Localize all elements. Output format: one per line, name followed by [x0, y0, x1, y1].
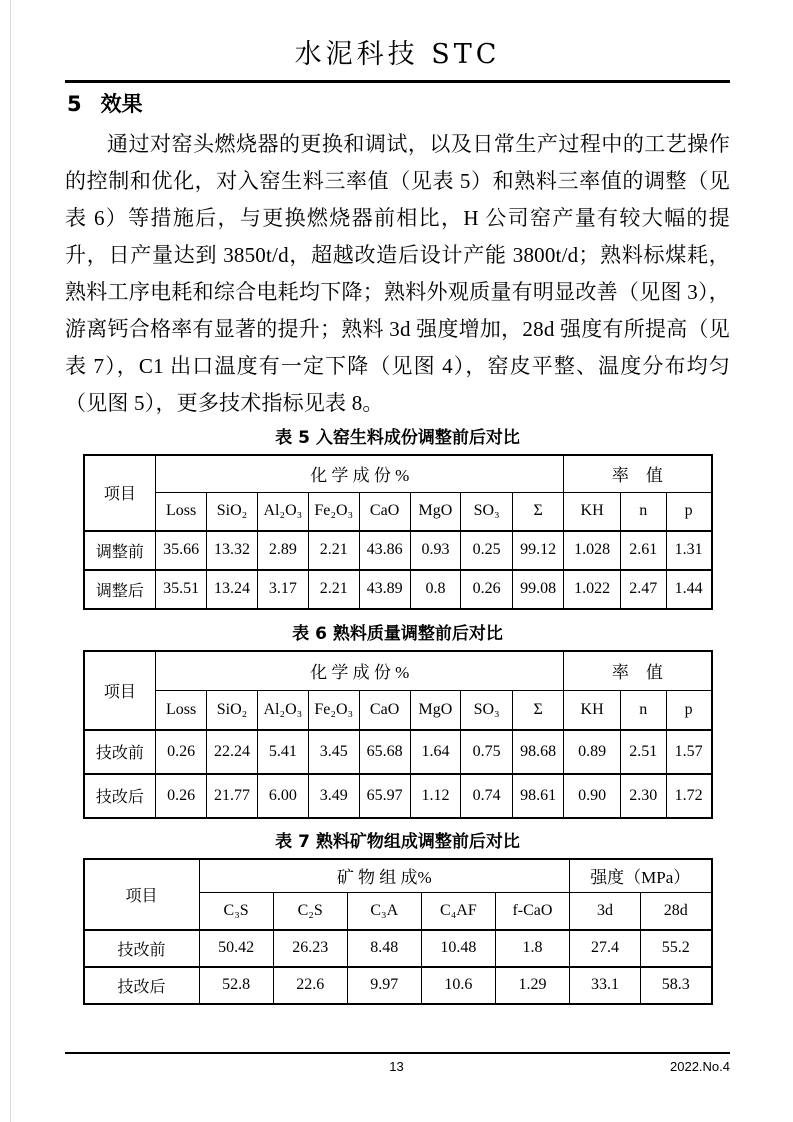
data-cell: 2.30	[620, 774, 666, 818]
data-cell: 35.66	[156, 531, 207, 570]
column-header-cell: C₃A	[347, 893, 421, 930]
data-cell: 6.00	[257, 774, 308, 818]
column-header-cell: C₃S	[199, 893, 273, 930]
column-group-label: 化 学 成 份 %	[156, 651, 564, 691]
column-header-cell: CaO	[359, 493, 410, 531]
data-cell: 0.74	[461, 774, 512, 818]
data-cell: 52.8	[199, 967, 273, 1004]
data-cell: 58.3	[640, 967, 711, 1004]
data-cell: 1.8	[495, 930, 569, 967]
section-heading	[65, 91, 730, 118]
data-cell: 0.8	[410, 570, 461, 609]
data-cell: 3.45	[308, 730, 359, 774]
data-cell: 2.51	[620, 730, 666, 774]
data-cell: 1.57	[666, 730, 711, 774]
section-title: 效果	[100, 91, 143, 116]
column-header-cell: f-CaO	[495, 893, 569, 930]
data-cell: 0.90	[564, 774, 621, 818]
table-row	[84, 774, 712, 818]
data-cell: 99.12	[512, 531, 563, 570]
table7-clinker-minerals	[83, 858, 713, 1005]
column-header-cell: CaO	[359, 691, 410, 730]
data-cell: 1.44	[666, 570, 711, 609]
header-columns-row	[84, 691, 712, 730]
row-label-cell: 技改前	[84, 930, 200, 967]
row-label-cell: 调整前	[84, 531, 156, 570]
column-group-label: 化 学 成 份 %	[156, 455, 564, 493]
table6-caption: 表 6 熟料质量调整前后对比	[292, 623, 503, 644]
column-header-cell: MgO	[410, 493, 461, 531]
header-group-row	[84, 651, 712, 691]
data-cell: 50.42	[199, 930, 273, 967]
data-cell: 99.08	[512, 570, 563, 609]
page-content	[65, 0, 730, 1005]
row-label-cell: 技改前	[84, 730, 156, 774]
column-header-cell: Loss	[156, 493, 207, 531]
item-header-cell: 项目	[84, 651, 156, 730]
data-cell: 27.4	[570, 930, 641, 967]
column-header-cell: C₂S	[273, 893, 347, 930]
table5-raw-meal-composition	[83, 454, 713, 610]
item-header-cell: 项目	[84, 455, 156, 531]
column-header-cell: C₄AF	[421, 893, 495, 930]
column-header-cell: Σ	[512, 691, 563, 730]
data-cell: 33.1	[570, 967, 641, 1004]
data-cell: 1.022	[564, 570, 621, 609]
table-row	[84, 531, 712, 570]
data-cell: 43.86	[359, 531, 410, 570]
table-row	[84, 930, 712, 967]
data-cell: 2.89	[257, 531, 308, 570]
row-label-cell: 调整后	[84, 570, 156, 609]
table-row	[84, 570, 712, 609]
column-header-cell: Fe₂O₃	[308, 691, 359, 730]
column-header-cell: MgO	[410, 691, 461, 730]
table7-caption: 表 7 熟料矿物组成调整前后对比	[275, 831, 520, 852]
column-header-cell: n	[620, 691, 666, 730]
data-cell: 10.6	[421, 967, 495, 1004]
header-columns-row	[84, 493, 712, 531]
data-cell: 3.49	[308, 774, 359, 818]
header-group-row	[84, 859, 712, 893]
data-cell: 1.31	[666, 531, 711, 570]
column-header-cell: n	[620, 493, 666, 531]
data-cell: 35.51	[156, 570, 207, 609]
issue-label: 2022.No.4	[670, 1059, 730, 1074]
data-cell: 98.61	[512, 774, 563, 818]
scan-edge-line	[10, 0, 11, 1122]
column-header-cell: Al₂O₃	[257, 691, 308, 730]
column-header-cell: SO₃	[461, 691, 512, 730]
table6-clinker-quality	[83, 650, 713, 819]
data-cell: 0.26	[156, 774, 207, 818]
data-cell: 0.26	[461, 570, 512, 609]
data-cell: 0.25	[461, 531, 512, 570]
data-cell: 0.89	[564, 730, 621, 774]
data-cell: 65.97	[359, 774, 410, 818]
column-header-cell: 28d	[640, 893, 711, 930]
column-header-cell: Fe₂O₃	[308, 493, 359, 531]
section-number: 5	[67, 91, 82, 116]
data-cell: 5.41	[257, 730, 308, 774]
data-cell: 9.97	[347, 967, 421, 1004]
table5-caption: 表 5 入窑生料成份调整前后对比	[275, 427, 520, 448]
column-header-cell: p	[666, 493, 711, 531]
data-cell: 26.23	[273, 930, 347, 967]
column-group-label: 率 值	[564, 455, 712, 493]
column-header-cell: Al₂O₃	[257, 493, 308, 531]
column-group-label: 强度（MPa）	[570, 859, 712, 893]
column-header-cell: p	[666, 691, 711, 730]
column-header-cell: SO₃	[461, 493, 512, 531]
data-cell: 2.47	[620, 570, 666, 609]
table-row	[84, 967, 712, 1004]
header-group-row	[84, 455, 712, 493]
data-cell: 0.26	[156, 730, 207, 774]
column-group-label: 矿 物 组 成%	[199, 859, 569, 893]
journal-title: 水泥科技 STC	[294, 39, 501, 70]
data-cell: 98.68	[512, 730, 563, 774]
data-cell: 22.24	[207, 730, 258, 774]
data-cell: 1.72	[666, 774, 711, 818]
column-header-cell: 3d	[570, 893, 641, 930]
column-header-cell: SiO₂	[207, 493, 258, 531]
data-cell: 65.68	[359, 730, 410, 774]
row-label-cell: 技改后	[84, 967, 200, 1004]
data-cell: 13.24	[207, 570, 258, 609]
data-cell: 10.48	[421, 930, 495, 967]
column-header-cell: Σ	[512, 493, 563, 531]
data-cell: 8.48	[347, 930, 421, 967]
footer-rule	[65, 1052, 730, 1054]
data-cell: 1.028	[564, 531, 621, 570]
column-header-cell: KH	[564, 493, 621, 531]
column-header-cell: Loss	[156, 691, 207, 730]
data-cell: 2.61	[620, 531, 666, 570]
data-cell: 0.93	[410, 531, 461, 570]
table-row	[84, 730, 712, 774]
header-rule	[65, 80, 730, 83]
data-cell: 55.2	[640, 930, 711, 967]
item-header-cell: 项目	[84, 859, 200, 930]
data-cell: 21.77	[207, 774, 258, 818]
data-cell: 1.29	[495, 967, 569, 1004]
data-cell: 22.6	[273, 967, 347, 1004]
data-cell: 43.89	[359, 570, 410, 609]
data-cell: 1.64	[410, 730, 461, 774]
column-group-label: 率 值	[564, 651, 712, 691]
page-number: 13	[389, 1059, 404, 1074]
body-paragraph: 通过对窑头燃烧器的更换和调试，以及日常生产过程中的工艺操作的控制和优化，对入窑生料三率值（见表 5）和熟料三率值的调整（见表 6）等措施后，与更换燃烧器前相比，H 公司窑产量有较大幅的提升，日产量达到 3850t/d，超越改造后设计产能 3800t/d；熟料标煤耗，熟料工序电耗和综合电耗均下降；熟料外观质量有明显改善（见图 3），游离钙合格率有显著的提升；熟料 3d 强度增加，28d 强度有所提高（见表 7），C1 出口温度有一定下降（见图 4），窑皮平整、温度分布均匀（见图 5），更多技术指标见表 8。	[65, 131, 730, 415]
data-cell: 3.17	[257, 570, 308, 609]
row-label-cell: 技改后	[84, 774, 156, 818]
data-cell: 0.75	[461, 730, 512, 774]
column-header-cell: SiO₂	[207, 691, 258, 730]
data-cell: 13.32	[207, 531, 258, 570]
data-cell: 1.12	[410, 774, 461, 818]
data-cell: 2.21	[308, 531, 359, 570]
data-cell: 2.21	[308, 570, 359, 609]
column-header-cell: KH	[564, 691, 621, 730]
